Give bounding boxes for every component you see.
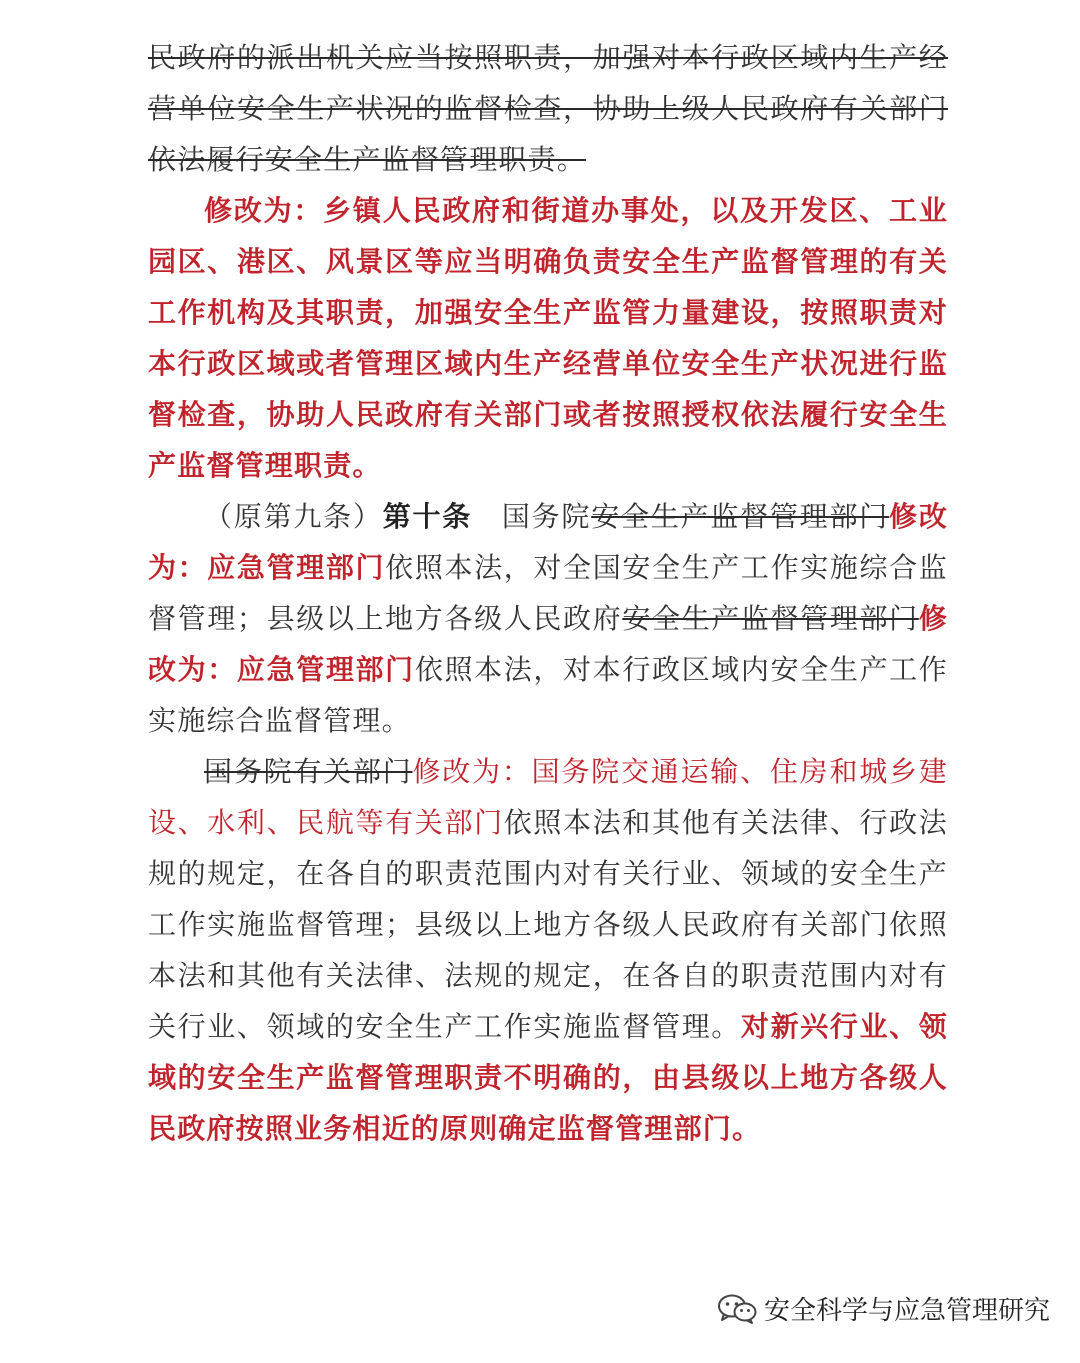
amendment-text: 修改为：应急管理部门 [148,602,948,686]
amendment-text: 修改为：国务院交通运输、住房和城乡建设、水利、民航等有关部门 [148,755,948,839]
watermark-text: 安全科学与应急管理研究 [763,1296,1050,1326]
watermark [716,1290,1050,1327]
article-number: 第十条 [382,500,473,533]
paragraph-article-10-2 [148,746,948,1154]
document-page [148,32,948,1154]
paragraph-amendment [148,185,948,491]
struck-text: 民政府的派出机关应当按照职责，加强对本行政区域内生产经营单位安全生产状况的监督检查，协助上级人民政府有关部门依法履行安全生产监督管理职责。 [148,41,948,176]
paragraph-deleted [148,32,948,185]
struck-text: 安全生产监督管理部门 [591,500,890,533]
amendment-text: 修改为：乡镇人民政府和街道办事处，以及开发区、工业园区、港区、风景区等应当明确负责安全生产监督管理的有关工作机构及其职责，加强安全生产监管力量建设，按照职责对本行政区域或者管理区域内生产经营单位安全生产状况进行监督检查，协助人民政府有关部门或者按照授权依法履行安全生产监督管理职责。 [148,194,948,482]
paragraph-article-10 [148,491,948,746]
article-text: 依照本法和其他有关法律、行政法规的规定，在各自的职责范围内对有关行业、领域的安全生产工作实施监督管理；县级以上地方各级人民政府有关部门依照本法和其他有关法律、法规的规定，在各自的职责范围内对有关行业、领域的安全生产工作实施监督管理。 [148,806,948,1043]
wechat-icon [716,1293,758,1325]
struck-text: 安全生产监督管理部门 [622,602,919,635]
struck-text: 国务院有关部门 [204,755,413,788]
article-text: 国务院 [472,500,592,533]
article-text: 依照本法，对全国安全生产工作实施综合监督管理；县级以上地方各级人民政府 [148,551,948,635]
amendment-text: 修改为：应急管理部门 [148,500,949,584]
original-article-ref: （原第九条） [204,500,383,533]
article-text: 依照本法，对本行政区域内安全生产工作实施综合监督管理。 [148,653,948,737]
amendment-text: 对新兴行业、领域的安全生产监督管理职责不明确的，由县级以上地方各级人民政府按照业务相近的原则确定监督管理部门。 [148,1010,948,1145]
